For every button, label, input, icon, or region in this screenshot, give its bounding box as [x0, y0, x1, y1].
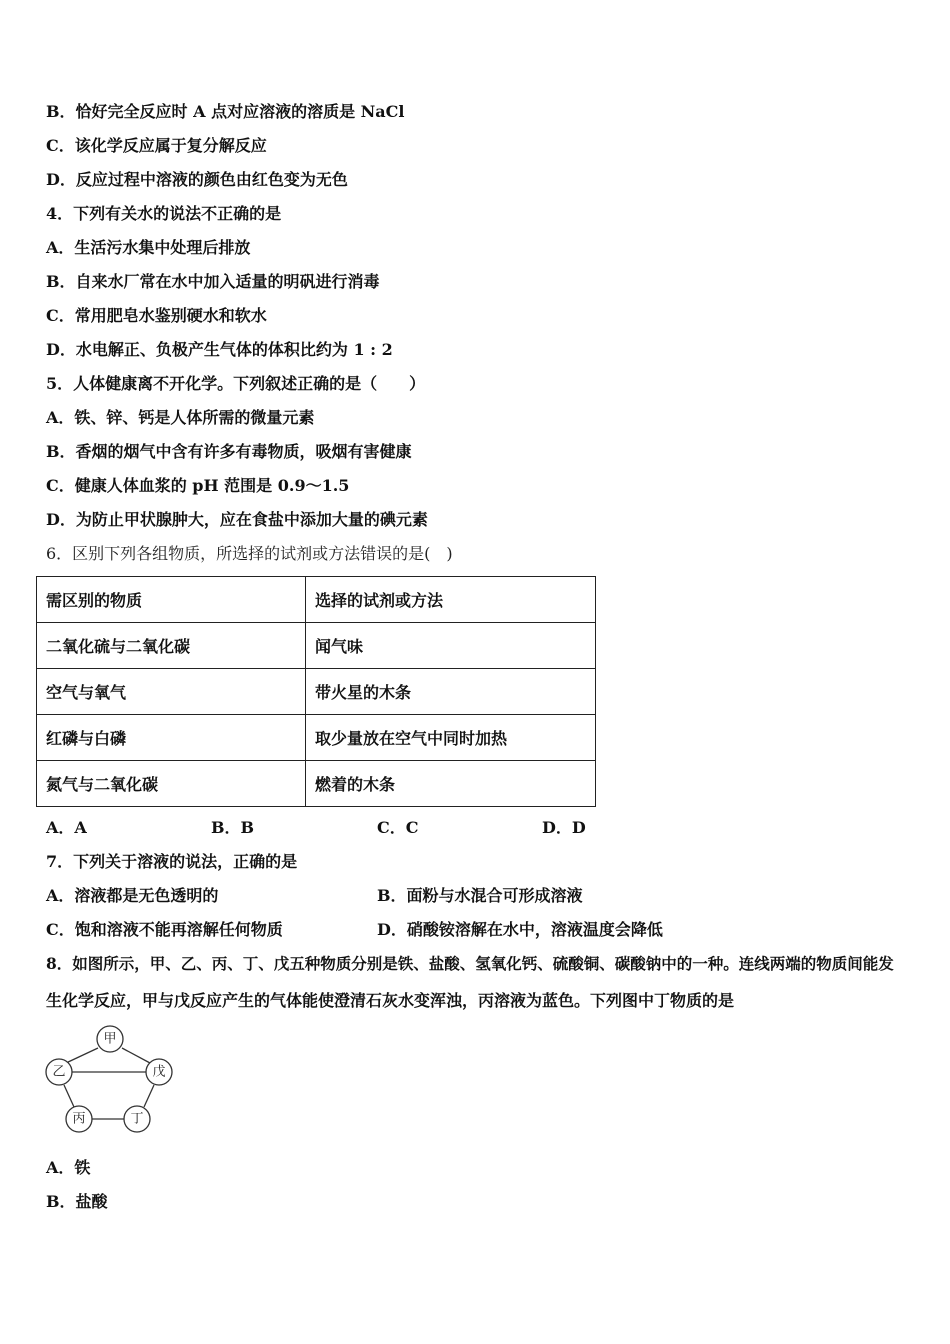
reaction-pentagon-diagram [40, 1022, 180, 1137]
q6-option-d: D．D [542, 818, 586, 837]
q4-option-c: C．常用肥皂水鉴别硬水和软水 [46, 306, 267, 325]
q4-stem: 4．下列有关水的说法不正确的是 [46, 204, 282, 223]
q6-option-c: C．C [377, 818, 419, 837]
table-cell: 二氧化硫与二氧化碳 [37, 623, 306, 669]
q5-option-c: C．健康人体血浆的 pH 范围是 0.9～1.5 [46, 476, 350, 495]
table-cell: 取少量放在空气中同时加热 [306, 715, 596, 761]
q6-option-b: B．B [211, 818, 255, 837]
q3-option-c: C．该化学反应属于复分解反应 [46, 136, 267, 155]
node-label: 丙 [72, 1111, 86, 1127]
q4-option-b: B．自来水厂常在水中加入适量的明矾进行消毒 [46, 272, 380, 291]
table-row [37, 669, 596, 715]
table-cell: 带火星的木条 [306, 669, 596, 715]
q7-option-d: D．硝酸铵溶解在水中，溶液温度会降低 [377, 920, 663, 939]
q8-option-a: A．铁 [46, 1158, 91, 1177]
table-cell: 氮气与二氧化碳 [37, 761, 306, 807]
q7-option-b: B．面粉与水混合可形成溶液 [377, 886, 583, 905]
table-cell: 燃着的木条 [306, 761, 596, 807]
q5-stem: 5．人体健康离不开化学。下列叙述正确的是（ ） [46, 374, 426, 393]
node-label: 丁 [130, 1111, 144, 1127]
q4-option-d: D．水电解正、负极产生气体的体积比约为 1 : 2 [46, 340, 393, 359]
q7-option-a: A．溶液都是无色透明的 [46, 886, 219, 905]
q8-option-b: B．盐酸 [46, 1192, 108, 1211]
table-row [37, 761, 596, 807]
q6-stem: 6．区别下列各组物质，所选择的试剂或方法错误的是( ) [46, 544, 453, 563]
q5-option-a: A．铁、锌、钙是人体所需的微量元素 [46, 408, 315, 427]
q3-option-b: B．恰好完全反应时 A 点对应溶液的溶质是 NaCl [46, 102, 405, 121]
edge-wu-ding [144, 1085, 154, 1107]
table-cell: 选择的试剂或方法 [306, 577, 596, 623]
q8-stem-line2: 生化学反应，甲与戊反应产生的气体能使澄清石灰水变浑浊，丙溶液为蓝色。下列图中丁物质的是 [46, 991, 735, 1010]
q8-stem-line1: 8．如图所示，甲、乙、丙、丁、戊五种物质分别是铁、盐酸、氢氧化钙、硫酸铜、碳酸钠中的一种。连线两端的物质间能发 [46, 954, 894, 973]
q5-option-b: B．香烟的烟气中含有许多有毒物质，吸烟有害健康 [46, 442, 412, 461]
edge-jia-wu [122, 1048, 150, 1063]
edge-yi-bing [64, 1085, 74, 1107]
table-cell: 空气与氧气 [37, 669, 306, 715]
node-label: 戊 [152, 1064, 166, 1080]
table-row [37, 715, 596, 761]
q3-option-d: D．反应过程中溶液的颜色由红色变为无色 [46, 170, 348, 189]
q4-option-a: A．生活污水集中处理后排放 [46, 238, 251, 257]
edge-jia-yi [66, 1048, 98, 1063]
table-row [37, 577, 596, 623]
q7-option-c: C．饱和溶液不能再溶解任何物质 [46, 920, 283, 939]
node-label: 甲 [103, 1031, 117, 1047]
q7-stem: 7．下列关于溶液的说法，正确的是 [46, 852, 298, 871]
q6-table [36, 576, 596, 807]
q5-option-d: D．为防止甲状腺肿大，应在食盐中添加大量的碘元素 [46, 510, 428, 529]
table-cell: 红磷与白磷 [37, 715, 306, 761]
table-row [37, 623, 596, 669]
node-label: 乙 [52, 1064, 66, 1080]
table-cell: 需区别的物质 [37, 577, 306, 623]
q6-option-a: A．A [46, 818, 87, 837]
table-cell: 闻气味 [306, 623, 596, 669]
